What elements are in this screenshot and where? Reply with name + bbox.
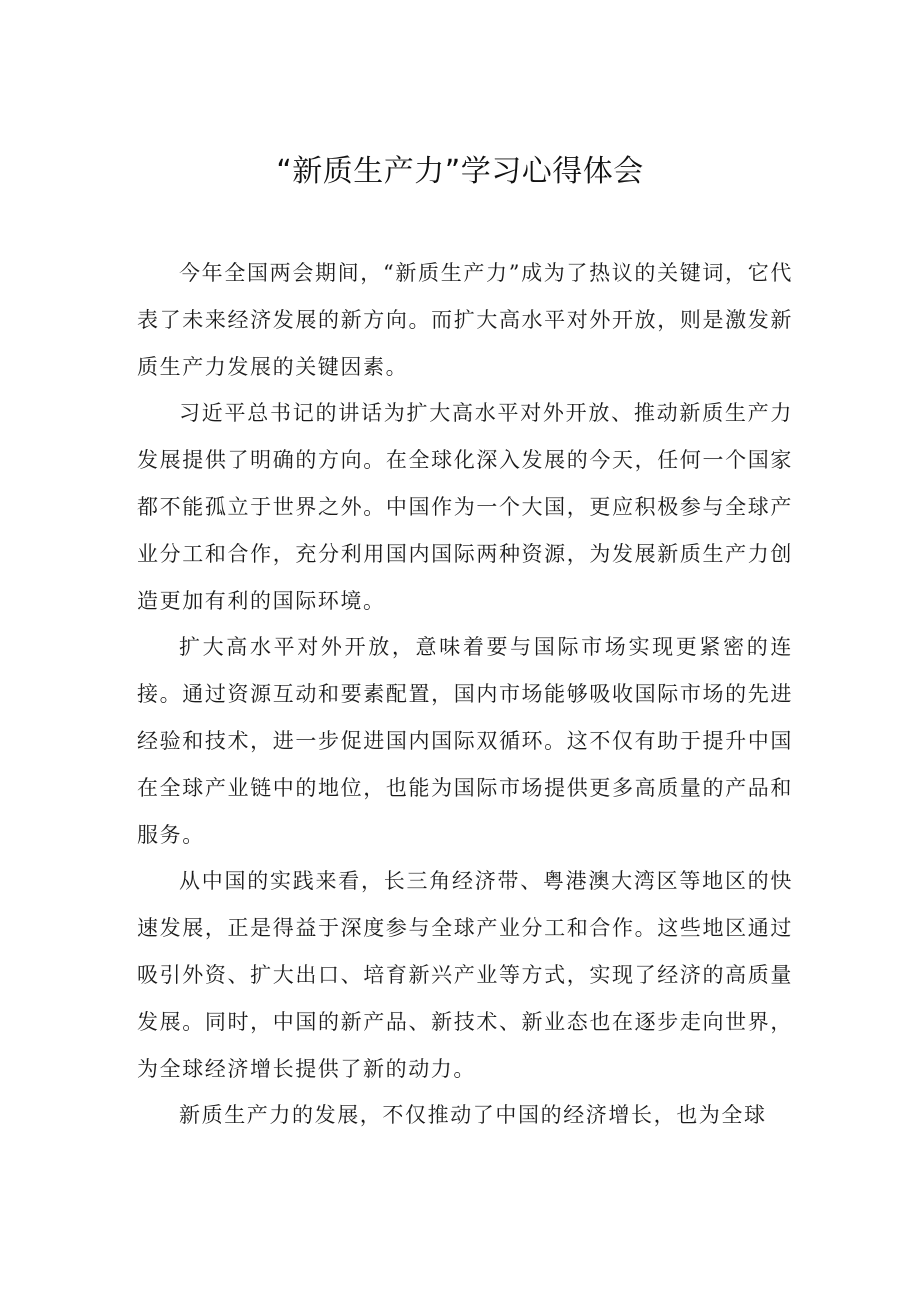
document-title: “新质生产力”学习心得体会 (276, 154, 644, 189)
paragraph: 今年全国两会期间，“新质生产力”成为了热议的关键词，它代表了未来经济发展的新方向。而扩大高水平对外开放，则是激发新质生产力发展的关键因素。 (137, 261, 793, 379)
paragraph: 新质生产力的发展，不仅推动了中国的经济增长，也为全球 (179, 1103, 767, 1128)
paragraph: 习近平总书记的讲话为扩大高水平对外开放、推动新质生产力发展提供了明确的方向。在全球化深入发展的今天，任何一个国家都不能孤立于世界之外。中国作为一个大国，更应积极参与全球产业分工和合作，充分利用国内国际两种资源，为发展新质生产力创造更加有利的国际环境。 (137, 401, 793, 613)
paragraph: 从中国的实践来看，长三角经济带、粤港澳大湾区等地区的快速发展，正是得益于深度参与全球产业分工和合作。这些地区通过吸引外资、扩大出口、培育新兴产业等方式，实现了经济的高质量发展。同时，中国的新产品、新技术、新业态也在逐步走向世界，为全球经济增长提供了新的动力。 (137, 869, 793, 1081)
paragraph: 扩大高水平对外开放，意味着要与国际市场实现更紧密的连接。通过资源互动和要素配置，国内市场能够吸收国际市场的先进经验和技术，进一步促进国内国际双循环。这不仅有助于提升中国在全球产业链中的地位，也能为国际市场提供更多高质量的产品和服务。 (137, 635, 793, 847)
document-body (137, 250, 793, 1139)
